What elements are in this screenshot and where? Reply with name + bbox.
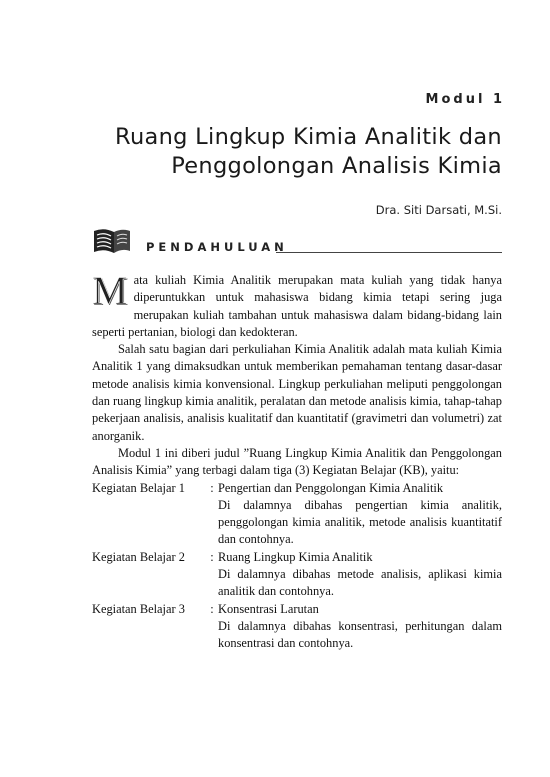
author-name: Dra. Siti Darsati, M.Si. <box>375 203 502 217</box>
title-line-2: Penggolongan Analisis Kimia <box>171 153 502 179</box>
paragraph-2: Salah satu bagian dari perkuliahan Kimia Analitik adalah mata kuliah Kimia Analitik 1 yang dimaksudkan untuk memberikan pemahaman tentang dasar-dasar metode analisis kimia konvensional. Lingkup perkuliahan meliputi penggolongan dan ruang lingkup kimia analitik, peralatan dan metode analisis kimia, tahap-tahap pekerjaan analisis, analisis kualitatif dan kuantitatif (gravimetri dan volumetri) zat anorganik. <box>92 342 502 443</box>
kegiatan-label: Kegiatan Belajar 3 <box>92 601 185 616</box>
kegiatan-label: Kegiatan Belajar 1 <box>92 480 185 495</box>
open-book-icon <box>92 227 132 257</box>
kegiatan-title: Ruang Lingkup Kimia Analitik <box>218 549 373 564</box>
kegiatan-description: Di dalamnya dibahas konsentrasi, perhitungan dalam konsentrasi dan contohnya. <box>218 618 502 651</box>
drop-cap: M <box>92 268 128 313</box>
section-heading: PENDAHULUAN <box>146 240 288 254</box>
kegiatan-description: Di dalamnya dibahas metode analisis, aplikasi kimia analitik dan contohnya. <box>218 567 502 599</box>
title-line-1: Ruang Lingkup Kimia Analitik dan <box>115 124 502 150</box>
kegiatan-separator: : <box>210 601 214 616</box>
kegiatan-item <box>92 601 502 653</box>
section-divider <box>276 252 502 253</box>
kegiatan-item <box>92 549 502 601</box>
kegiatan-title: Konsentrasi Larutan <box>218 601 319 616</box>
module-label: Modul 1 <box>425 92 505 107</box>
kegiatan-description: Di dalamnya dibahas pengertian kimia analitik, penggolongan kimia analitik, metode analisis kuantitatif dan contohnya. <box>218 497 502 547</box>
paragraph-3: Modul 1 ini diberi judul ”Ruang Lingkup Kimia Analitik dan Penggolongan Analisis Kimia” yang terbagi dalam tiga (3) Kegiatan Belajar (KB), yaitu: <box>92 445 502 478</box>
kegiatan-list <box>92 480 502 653</box>
kegiatan-separator: : <box>210 480 214 495</box>
kegiatan-item <box>92 480 502 549</box>
kegiatan-label: Kegiatan Belajar 2 <box>92 549 185 564</box>
intro-paragraph <box>92 268 502 341</box>
kegiatan-separator: : <box>210 549 214 564</box>
page-title <box>82 123 502 181</box>
paragraph-1-text: ata kuliah Kimia Analitik merupakan mata kuliah yang tidak hanya diperuntukkan untuk mahasiswa bidang kimia tetapi sering juga merupakan kuliah tambahan untuk mahasiswa dalam bidang-bidang lain seperti pertanian, biologi dan kedokteran. <box>92 273 502 339</box>
kegiatan-title: Pengertian dan Penggolongan Kimia Analitik <box>218 480 444 495</box>
body-text <box>92 268 502 653</box>
